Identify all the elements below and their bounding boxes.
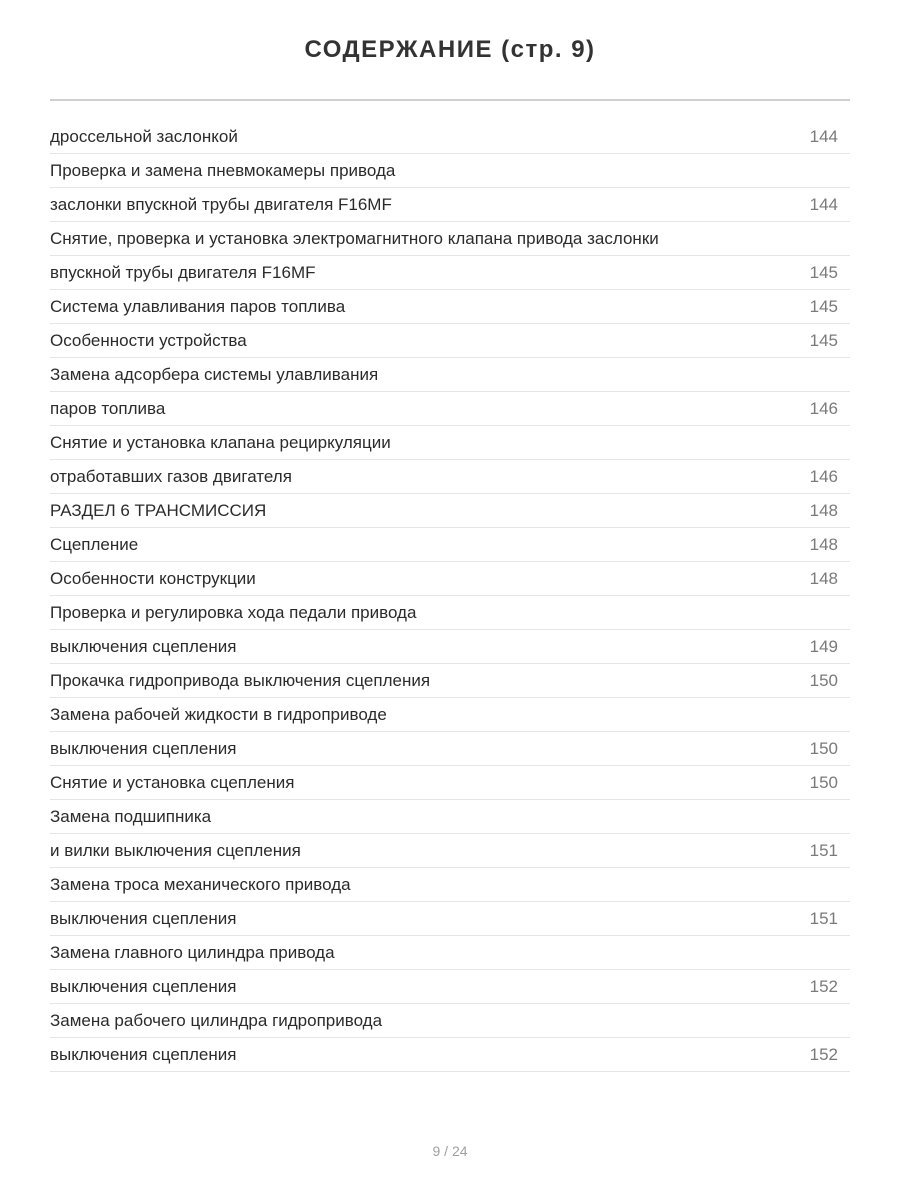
toc-entry-title: паров топлива — [50, 399, 166, 418]
toc-entry — [50, 1004, 850, 1038]
page-indicator: 9 / 24 — [432, 1143, 468, 1159]
page-title: СОДЕРЖАНИЕ (стр. 9) — [304, 36, 596, 63]
toc-entry-title: Замена подшипника — [50, 807, 212, 826]
toc-entry-page-number: 152 — [809, 1045, 838, 1064]
toc-entry — [50, 664, 850, 698]
toc-entry — [50, 392, 850, 426]
toc-entry-title: отработавших газов двигателя — [50, 467, 292, 486]
toc-entry — [50, 868, 850, 902]
toc-entry — [50, 1038, 850, 1072]
toc-entry-title: Особенности конструкции — [50, 569, 256, 588]
toc-entry — [50, 970, 850, 1004]
toc-entry-page-number: 148 — [809, 535, 838, 554]
toc-entry — [50, 426, 850, 460]
toc-entry — [50, 732, 850, 766]
toc-entry-page-number: 152 — [809, 977, 838, 996]
toc-entry-title: Проверка и замена пневмокамеры привода — [50, 161, 396, 180]
toc-entry-page-number: 145 — [809, 297, 838, 316]
toc-entry-title: Прокачка гидропривода выключения сцепления — [50, 671, 431, 690]
toc-entry — [50, 698, 850, 732]
toc-entry-title: Замена троса механического привода — [50, 875, 351, 894]
toc-entry — [50, 188, 850, 222]
toc-entry-page-number: 150 — [809, 739, 838, 758]
toc-entry — [50, 936, 850, 970]
toc-entry-title: Проверка и регулировка хода педали привода — [50, 603, 417, 622]
toc-entry — [50, 154, 850, 188]
toc-entry — [50, 562, 850, 596]
toc-entry-page-number: 148 — [809, 501, 838, 520]
toc-entry-title: выключения сцепления — [50, 909, 237, 928]
toc-entry-title: выключения сцепления — [50, 1045, 237, 1064]
toc-entry — [50, 358, 850, 392]
title-divider — [50, 99, 850, 101]
toc-list — [50, 120, 850, 1072]
toc-entry-page-number: 150 — [809, 773, 838, 792]
toc-entry — [50, 766, 850, 800]
toc-entry-title: Сцепление — [50, 535, 139, 554]
toc-entry-title: впускной трубы двигателя F16MF — [50, 263, 316, 282]
toc-entry-title: Замена рабочей жидкости в гидроприводе — [50, 705, 387, 724]
toc-entry-page-number: 151 — [809, 841, 838, 860]
toc-entry-page-number: 151 — [809, 909, 838, 928]
toc-entry-title: Замена адсорбера системы улавливания — [50, 365, 379, 384]
toc-entry — [50, 120, 850, 154]
toc-entry-title: Снятие и установка клапана рециркуляции — [50, 433, 391, 452]
toc-entry — [50, 222, 850, 256]
toc-entry-page-number: 146 — [809, 467, 838, 486]
toc-entry — [50, 324, 850, 358]
toc-entry-page-number: 145 — [809, 263, 838, 282]
toc-entry-title: Замена рабочего цилиндра гидропривода — [50, 1011, 383, 1030]
toc-entry-page-number: 148 — [809, 569, 838, 588]
toc-entry-title: и вилки выключения сцепления — [50, 841, 301, 860]
toc-entry-page-number: 144 — [809, 195, 838, 214]
toc-entry-title: Снятие, проверка и установка электромагнитного клапана привода заслонки — [50, 229, 659, 248]
toc-entry — [50, 494, 850, 528]
toc-entry — [50, 834, 850, 868]
toc-entry — [50, 596, 850, 630]
toc-entry-title: выключения сцепления — [50, 977, 237, 996]
toc-entry-title: Снятие и установка сцепления — [50, 773, 295, 792]
toc-entry-title: заслонки впускной трубы двигателя F16MF — [50, 195, 392, 214]
toc-entry-title: Система улавливания паров топлива — [50, 297, 346, 316]
toc-entry — [50, 290, 850, 324]
toc-entry-page-number: 149 — [809, 637, 838, 656]
toc-entry-page-number: 146 — [809, 399, 838, 418]
toc-entry — [50, 902, 850, 936]
toc-entry — [50, 528, 850, 562]
toc-entry — [50, 800, 850, 834]
toc-entry-title: выключения сцепления — [50, 739, 237, 758]
toc-entry-page-number: 150 — [809, 671, 838, 690]
toc-entry-title: Замена главного цилиндра привода — [50, 943, 335, 962]
toc-entry-title: дроссельной заслонкой — [50, 127, 238, 146]
toc-entry-title: РАЗДЕЛ 6 ТРАНСМИССИЯ — [50, 501, 267, 520]
toc-entry — [50, 460, 850, 494]
toc-entry-page-number: 145 — [809, 331, 838, 350]
toc-entry — [50, 630, 850, 664]
toc-entry — [50, 256, 850, 290]
toc-entry-page-number: 144 — [809, 127, 838, 146]
toc-entry-title: Особенности устройства — [50, 331, 247, 350]
toc-entry-title: выключения сцепления — [50, 637, 237, 656]
